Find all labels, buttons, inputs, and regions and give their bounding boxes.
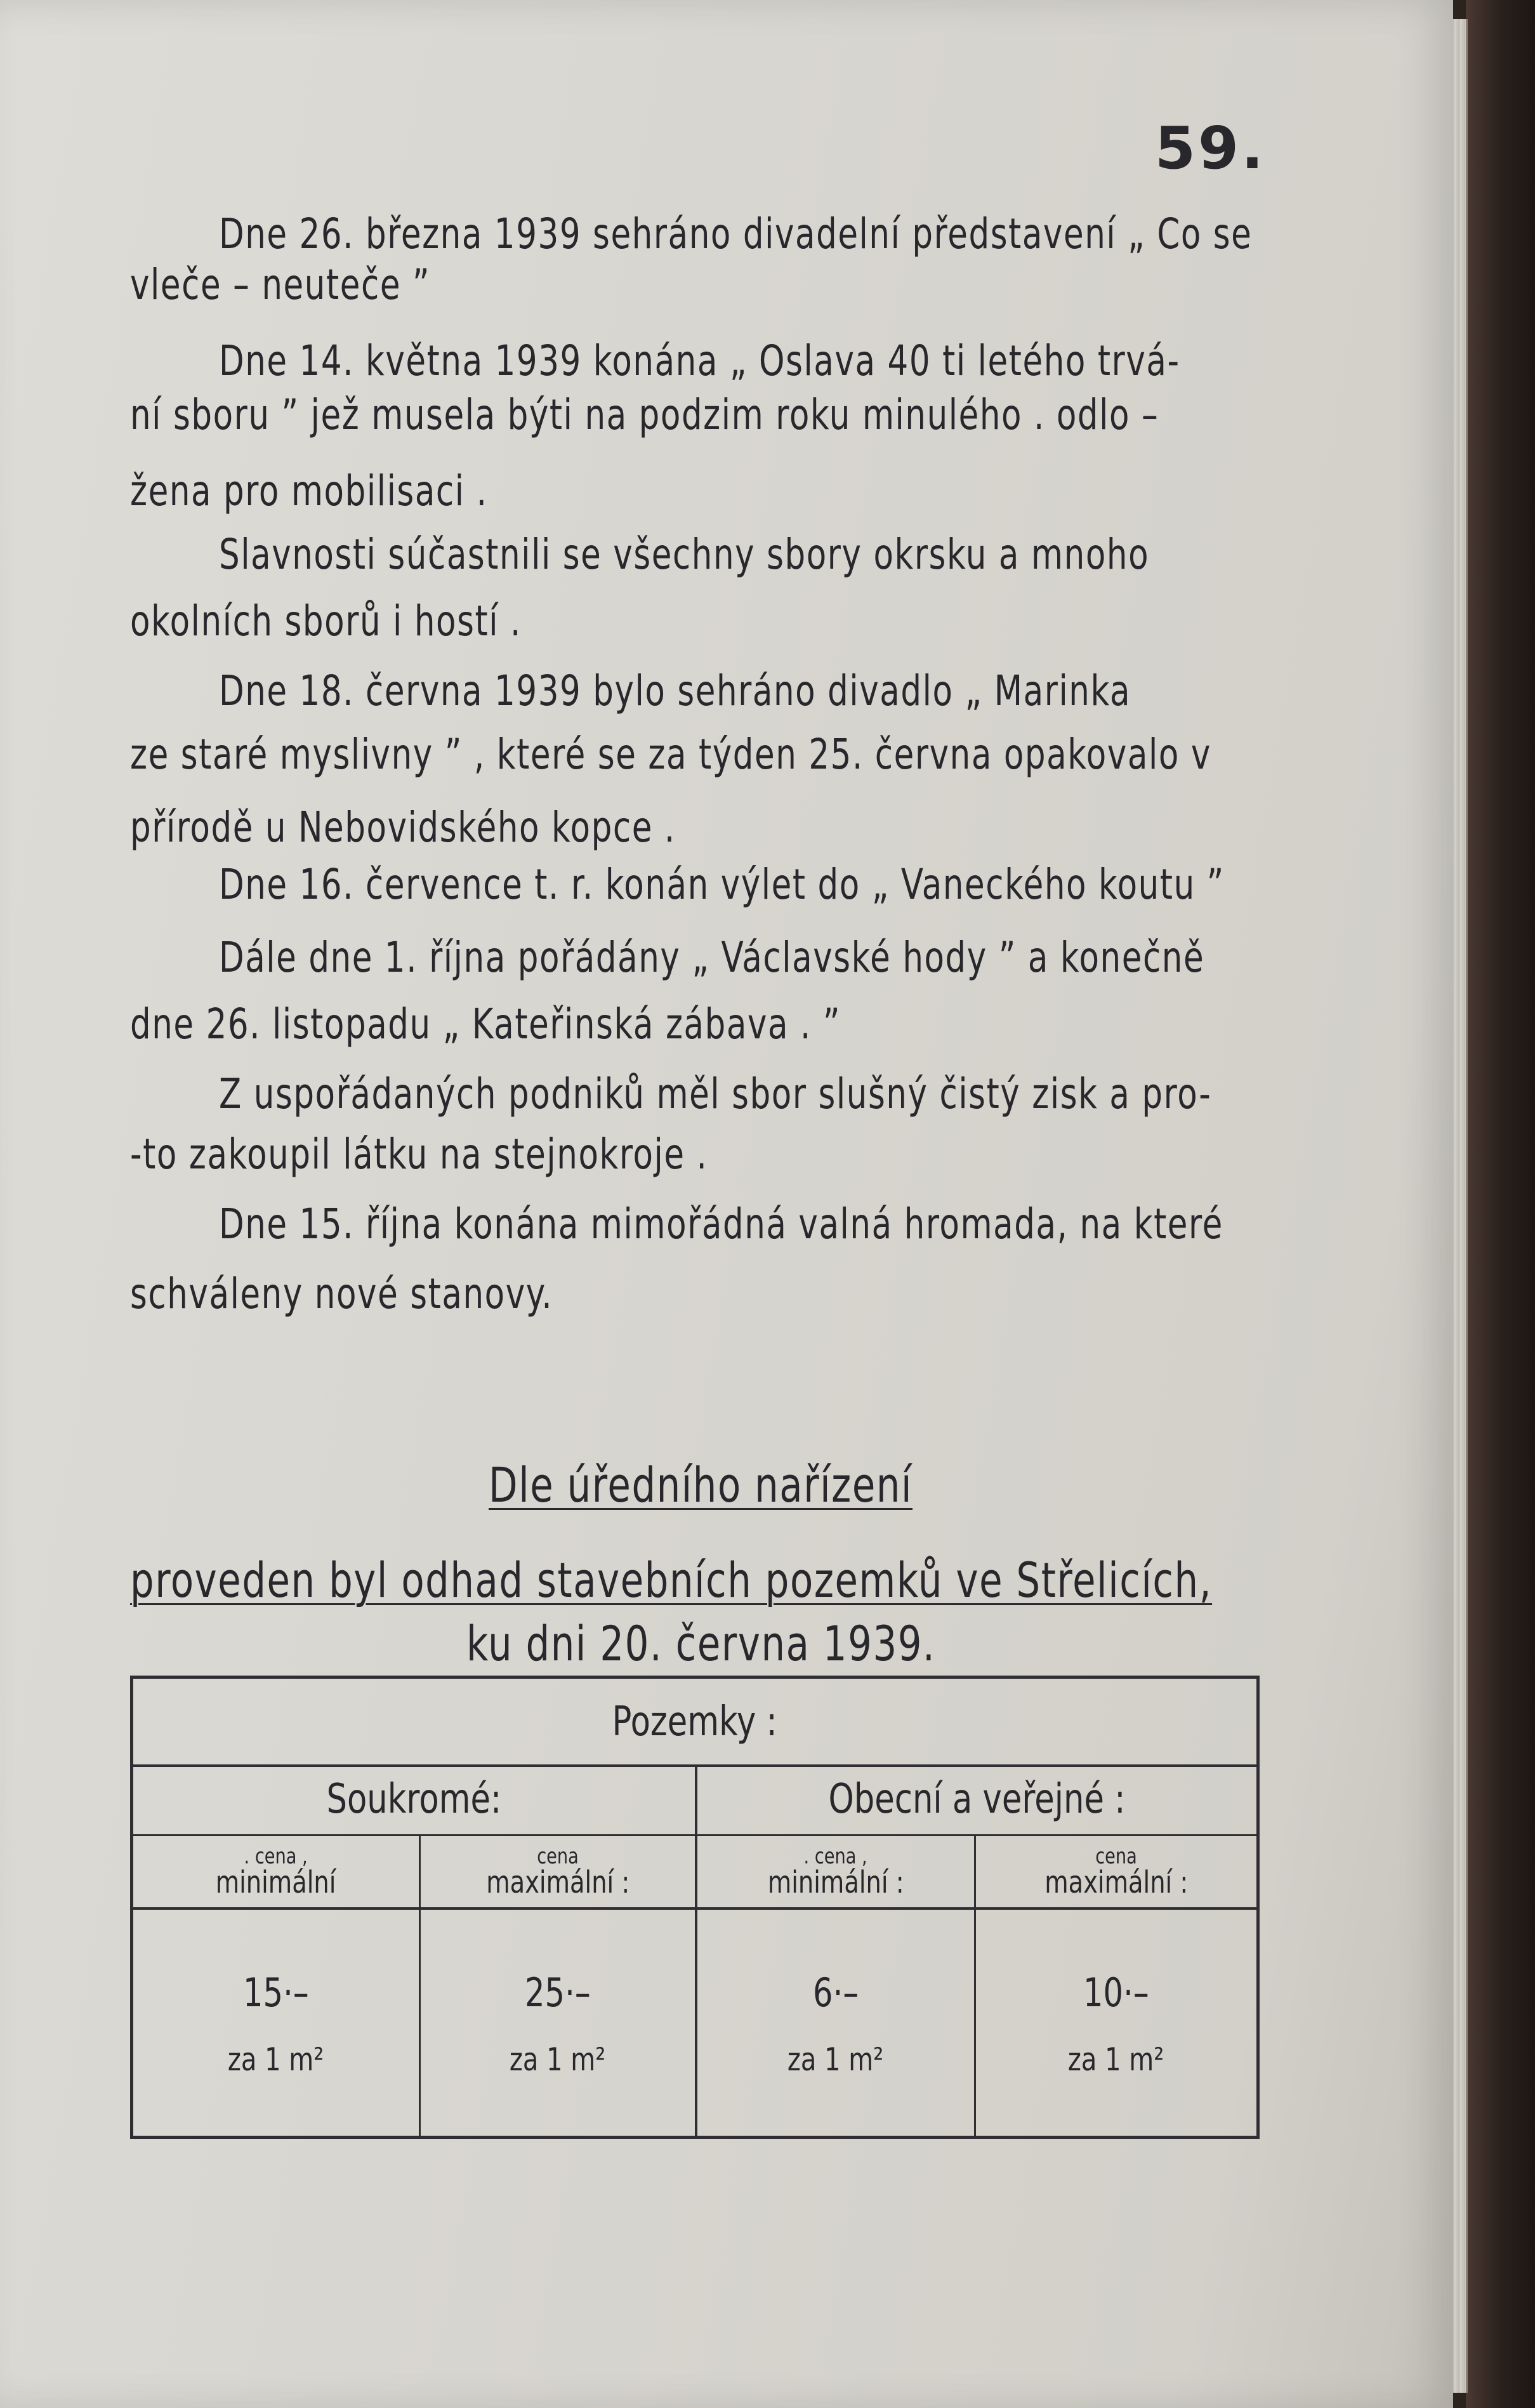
table-header xyxy=(133,1679,1256,1764)
column-header-top: . cena , xyxy=(803,1844,868,1869)
column-header xyxy=(133,1836,419,1907)
text-line: Dne 18. června 1939 bylo sehráno divadlo „ Marinka xyxy=(219,666,1131,715)
text-line: schváleny nové stanovy. xyxy=(130,1269,553,1318)
text-line: okolních sborů i hostí . xyxy=(130,597,522,645)
price-cell xyxy=(697,1910,974,2136)
text-line: ze staré myslivny ” , které se za týden 25. června opakovalo v xyxy=(130,730,1211,779)
text-line: Dne 15. října konána mimořádná valná hromada, na které xyxy=(219,1200,1223,1248)
column-header-top: . cena , xyxy=(244,1844,308,1869)
group-private xyxy=(133,1764,695,1834)
book-cover xyxy=(1466,0,1535,2408)
text-line: vleče – neuteče ” xyxy=(130,260,431,309)
price-unit: za 1 m² xyxy=(228,2041,324,2079)
land-price-table xyxy=(130,1676,1260,2139)
column-header xyxy=(976,1836,1256,1907)
price-value: 15·– xyxy=(243,1969,309,2016)
text-line: Slavnosti súčastnili se všechny sbory okrsku a mnoho xyxy=(219,530,1150,579)
text-line: žena pro mobilisaci . xyxy=(130,466,488,515)
column-header-bottom: minimální : xyxy=(767,1865,904,1900)
text-line: Dne 16. července t. r. konán výlet do „ Vaneckého koutu ” xyxy=(219,860,1225,909)
text-line: -to zakoupil látku na stejnokroje . xyxy=(130,1130,708,1179)
price-cell xyxy=(976,1910,1256,2136)
price-value: 10·– xyxy=(1083,1969,1149,2016)
price-unit: za 1 m² xyxy=(510,2041,606,2079)
price-cell xyxy=(421,1910,695,2136)
price-unit: za 1 m² xyxy=(1068,2041,1164,2079)
column-header-bottom: maximální : xyxy=(485,1865,630,1900)
text-line: Z uspořádaných podniků měl sbor slušný čistý zisk a pro- xyxy=(219,1069,1212,1118)
text-line: Dále dne 1. října pořádány „ Václavské hody ” a konečně xyxy=(219,933,1205,982)
column-header-top: cena xyxy=(537,1844,579,1869)
price-cell xyxy=(133,1910,419,2136)
column-header xyxy=(421,1836,695,1907)
text-line: Dne 26. března 1939 sehráno divadelní představení „ Co se xyxy=(219,209,1253,258)
price-value: 6·– xyxy=(812,1969,859,2016)
price-value: 25·– xyxy=(525,1969,591,2016)
section-title: Dle úředního nařízení xyxy=(489,1457,913,1513)
section-date: ku dni 20. června 1939. xyxy=(466,1615,936,1672)
text-line: ní sboru ” jež musela býti na podzim roku minulého . odlo – xyxy=(130,390,1159,439)
price-unit: za 1 m² xyxy=(787,2041,884,2079)
text-line: přírodě u Nebovidského kopce . xyxy=(130,803,676,852)
column-header-bottom: maximální : xyxy=(1044,1865,1189,1900)
text-line: dne 26. listopadu „ Kateřinská zábava . ” xyxy=(130,1000,841,1049)
text-line: Dne 14. května 1939 konána „ Oslava 40 ti letého trvá- xyxy=(219,336,1180,385)
group-label: Soukromé: xyxy=(326,1776,502,1823)
table-header-label: Pozemky : xyxy=(612,1698,778,1745)
section-subtitle: proveden byl odhad stavebních pozemků ve Střelicích, xyxy=(130,1552,1213,1608)
column-header xyxy=(697,1836,974,1907)
group-public xyxy=(697,1764,1256,1834)
group-label: Obecní a veřejné : xyxy=(828,1776,1126,1823)
column-header-top: cena xyxy=(1095,1844,1137,1869)
page-number: 59. xyxy=(1155,114,1266,182)
column-header-bottom: minimální xyxy=(216,1865,336,1900)
